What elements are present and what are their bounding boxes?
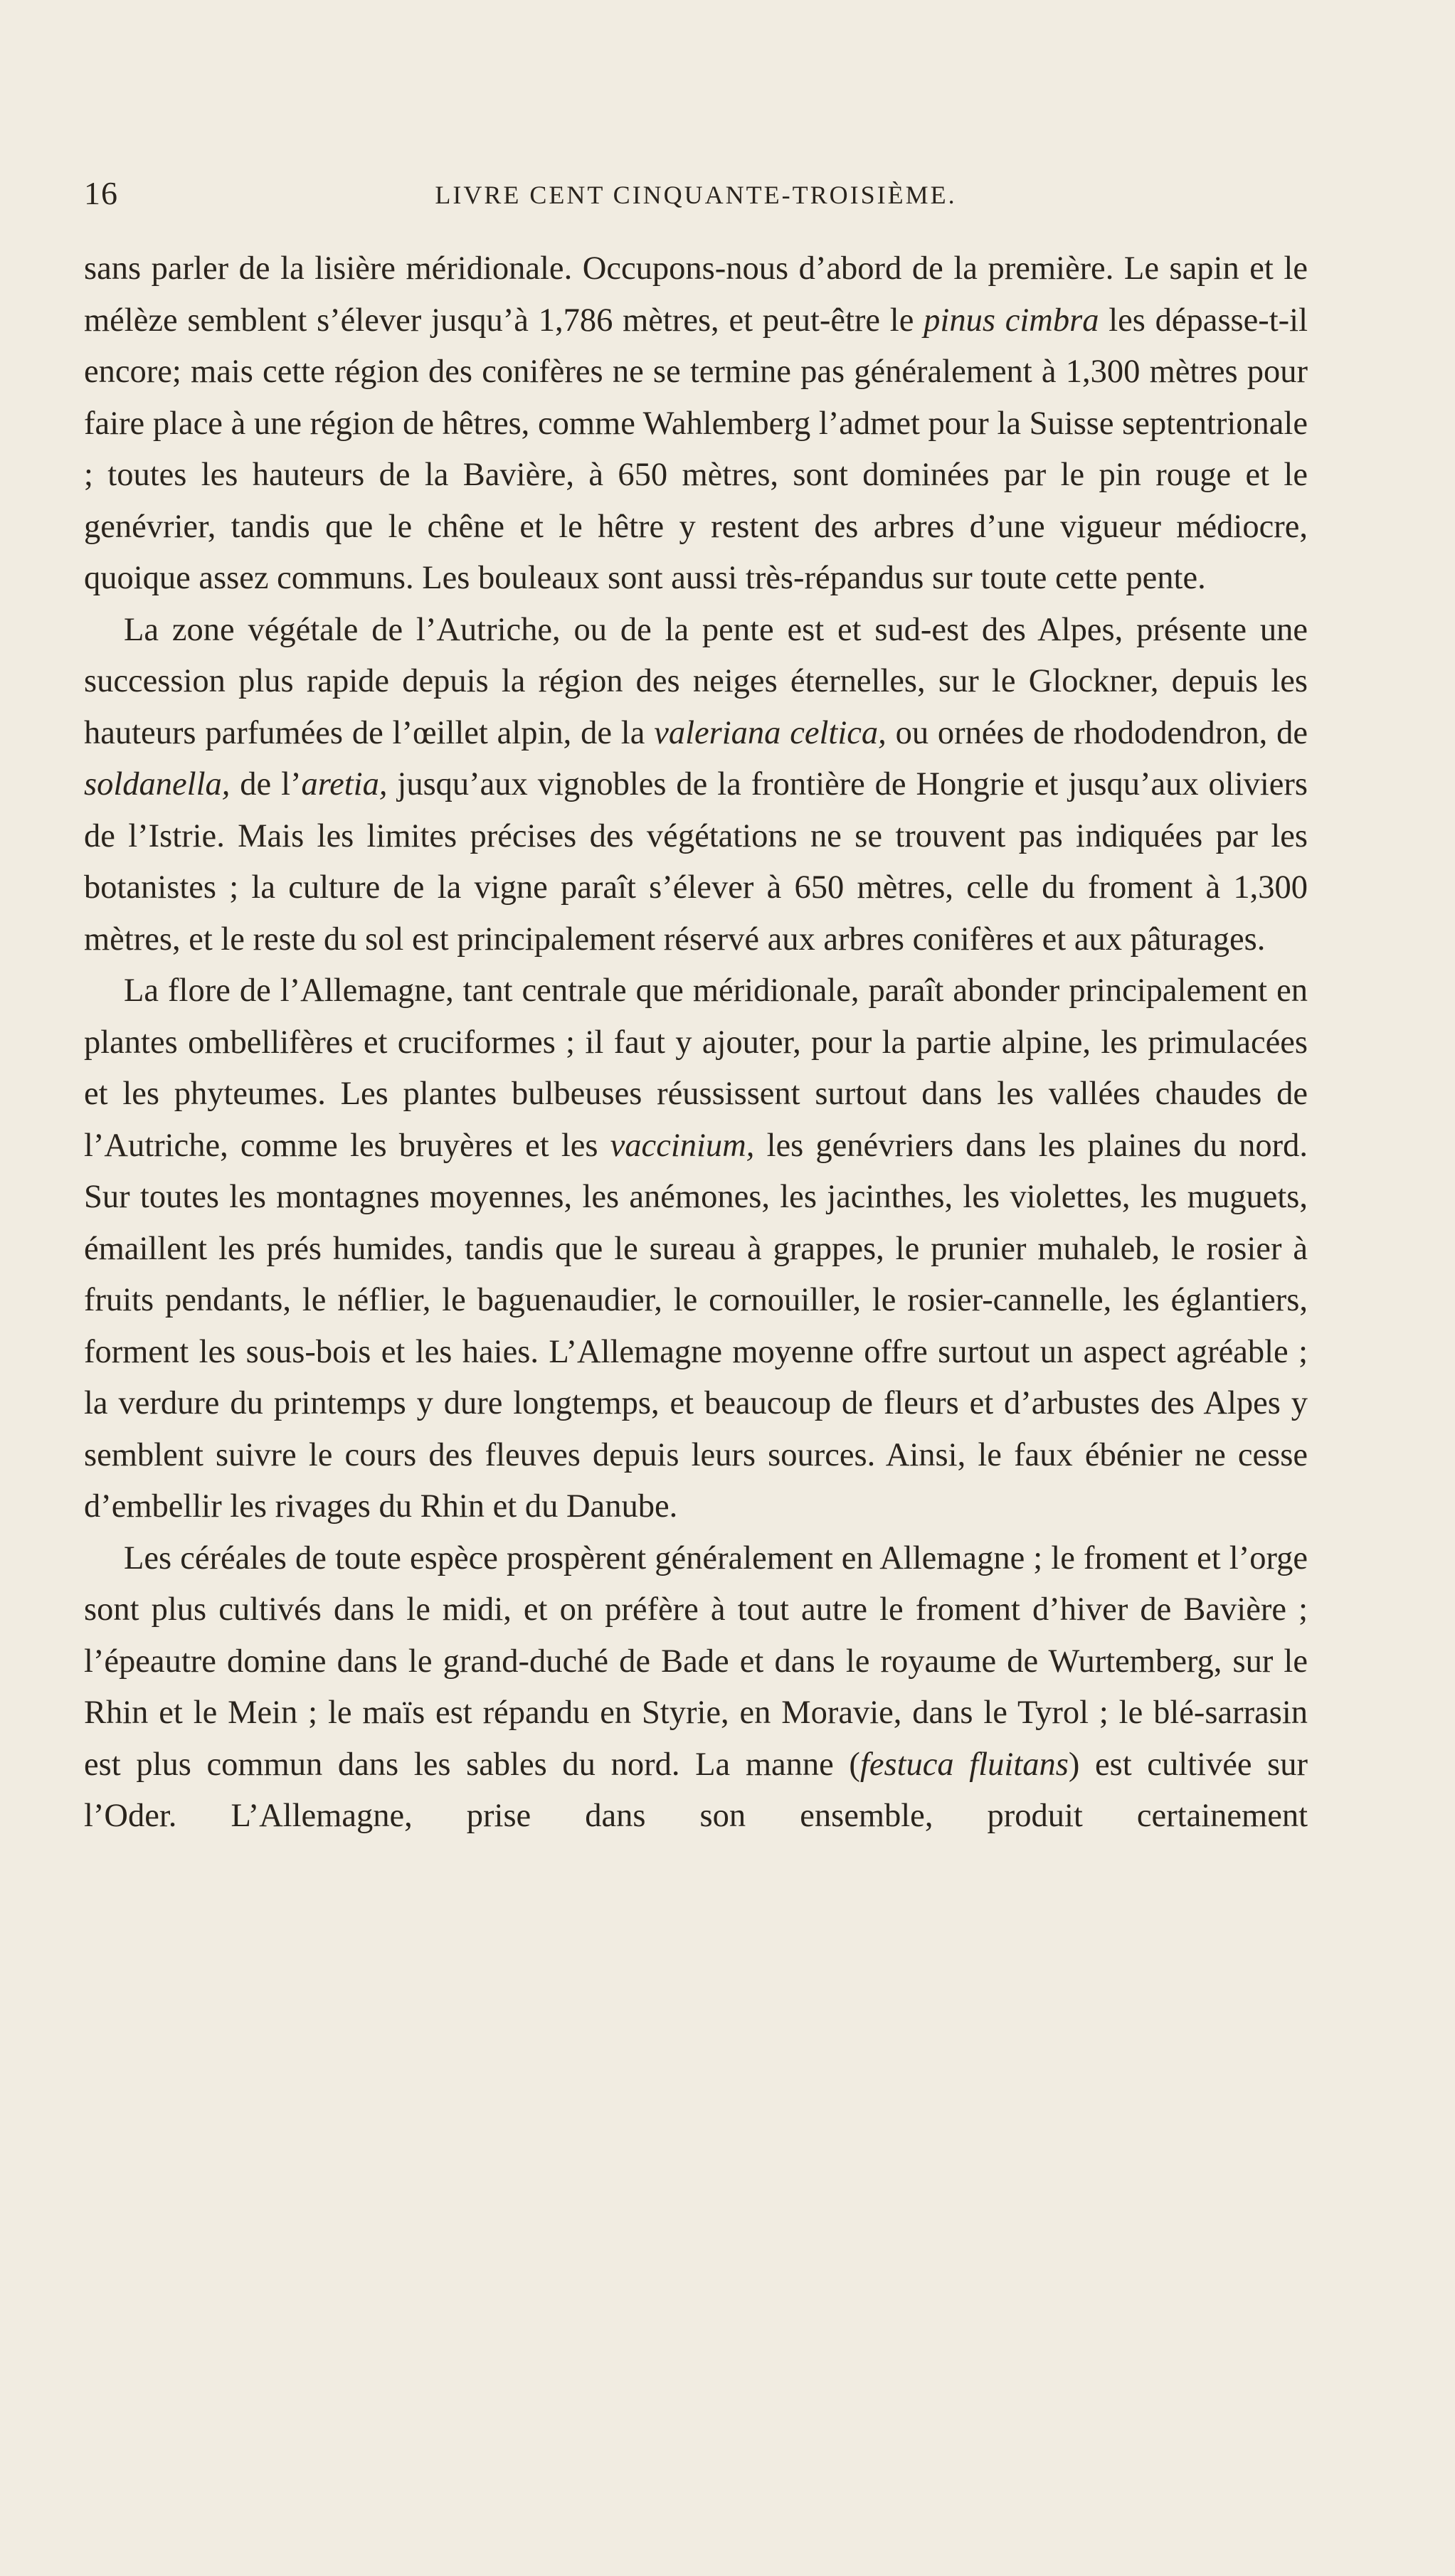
text-segment: Les céréales de toute espèce prospèrent généralement en Allemagne ; le froment et l’orge sont plus cultivés dans le midi, et on préfère à tout autre le froment d’hiver de Bavière ; l’épeautre domine dans le grand-duché de Bade et dans le royaume de Wurtemberg, sur le Rhin et le Mein ; le maïs est répandu en Styrie, en Moravie, dans le Tyrol ; le blé-sarrasin est plus commun dans les sables du nord. La manne ( [84, 1539, 1308, 1783]
italic-term: festuca fluitans [859, 1746, 1069, 1783]
italic-term: pinus cimbra [924, 302, 1099, 339]
page-header [84, 174, 1308, 217]
text-segment: sans parler de la lisière méridionale. Occupons-nous d’abord de la première. Le sapin et le mélèze semblent s’élever jusqu’à 1,786 mètres, et peut-être le [84, 250, 1308, 339]
text-segment: ou ornées de rhododendron, de [886, 714, 1308, 751]
paragraph-2 [84, 605, 1308, 966]
page-number: 16 [84, 175, 118, 211]
italic-term: vaccinium, [610, 1127, 755, 1164]
text-segment: les dépasse-t-il encore; mais cette région des conifères ne se termine pas généralement à 1,300 mètres pour faire place à une région de hêtres, comme Wahlemberg l’admet pour la Suisse septentrionale ; toutes les hauteurs de la Bavière, à 650 mètres, sont dominées par le pin rouge et le genévrier, tandis que le chêne et le hêtre y restent des arbres d’une vigueur médiocre, quoique assez communs. Les bouleaux sont aussi très-répandus sur toute cette pente. [84, 302, 1308, 596]
text-segment: La zone végétale de l’Autriche, ou de la pente est et sud-est des Alpes, présente une succession plus rapide depuis la région des neiges éternelles, sur le Glockner, depuis les hauteurs parfumées de l’œillet alpin, de la [84, 611, 1308, 751]
body-text [84, 243, 1308, 1843]
text-segment: de l’ [230, 766, 302, 802]
paragraph-3 [84, 965, 1308, 1533]
running-title: LIVRE CENT CINQUANTE-TROISIÈME. [435, 181, 957, 209]
italic-term: aretia, [301, 766, 388, 802]
text-segment: jusqu’aux vignobles de la frontière de Hongrie et jusqu’aux oliviers de l’Istrie. Mais les limites précises des végétations ne se trouvent pas indiquées par les botanistes ; la culture de la vigne paraît s’élever à 650 mètres, celle du froment à 1,300 mètres, et le reste du sol est principalement réservé aux arbres conifères et aux pâturages. [84, 766, 1308, 958]
text-segment: La flore de l’Allemagne, tant centrale que méridionale, paraît abonder principalement en plantes ombellifères et cruciformes ; il faut y ajouter, pour la partie alpine, les primulacées et les phyteumes. Les plantes bulbeuses réussissent surtout dans les vallées chaudes de l’Autriche, comme les bruyères et les [84, 972, 1308, 1164]
paragraph-1 [84, 243, 1308, 605]
italic-term: valeriana celtica, [654, 714, 887, 751]
paragraph-4 [84, 1533, 1308, 1843]
text-segment: les genévriers dans les plaines du nord. Sur toutes les montagnes moyennes, les anémones, les jacinthes, les violettes, les muguets, émaillent les prés humides, tandis que le sureau à grappes, le prunier muhaleb, le rosier à fruits pendants, le néflier, le baguenaudier, le cornouiller, le rosier-cannelle, les églantiers, forment les sous-bois et les haies. L’Allemagne moyenne offre surtout un aspect agréable ; la verdure du printemps y dure longtemps, et beaucoup de fleurs et d’arbustes des Alpes y semblent suivre le cours des fleuves depuis leurs sources. Ainsi, le faux ébénier ne cesse d’embellir les rivages du Rhin et du Danube. [84, 1127, 1308, 1525]
text-segment: ) est cultivée sur l’Oder. L’Allemagne, prise dans son ensemble, produit certainement [84, 1746, 1308, 1834]
italic-term: soldanella, [84, 766, 231, 802]
